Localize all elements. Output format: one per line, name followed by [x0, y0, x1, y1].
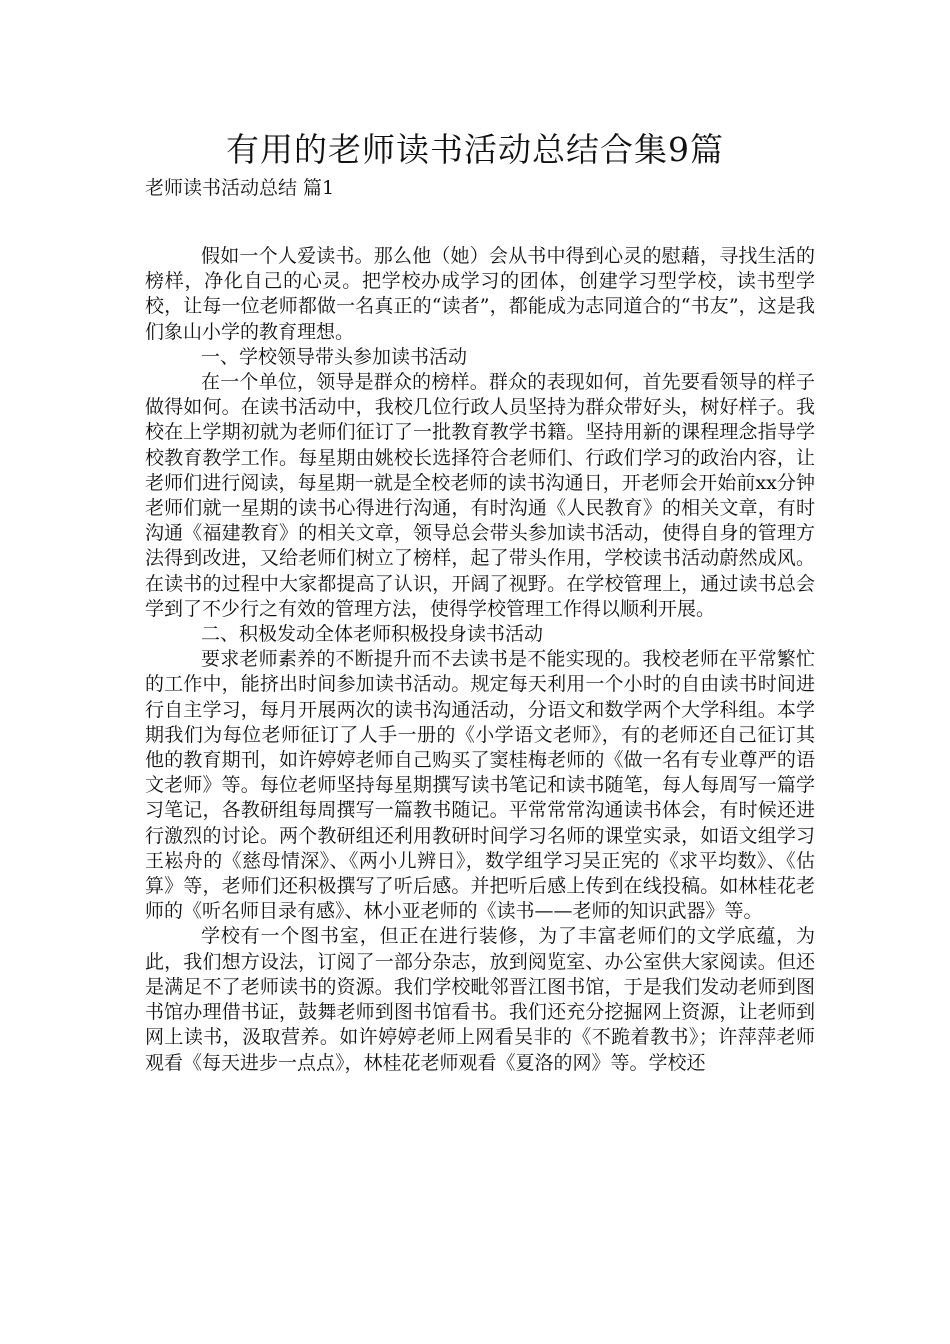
section-heading-2: 二、积极发动全体老师积极投身读书活动 — [201, 623, 544, 646]
document-body — [145, 244, 815, 1076]
paragraph-teachers: 要求老师素养的不断提升而不去读书是不能实现的。我校老师在平常繁忙的工作中，能挤出时间参加读书活动。规定每天利用一个小时的自由读书时间进行自主学习，每月开展两次的读书沟通活动，分语文和数学两个大学科组。本学期我们为每位老师征订了人手一册的《小学语文老师》，有的老师还自己征订其他的教育期刊，如许婷婷老师自己购买了窦桂梅老师的《做一名有专业尊严的语文老师》等。每位老师坚持每星期撰写读书笔记和读书随笔，每人每周写一篇学习笔记，各教研组每周撰写一篇教书随记。平常常常沟通读书体会，有时候还进行激烈的讨论。两个教研组还利用教研时间学习名师的课堂实录，如语文组学习王崧舟的《慈母情深》、《两小儿辨日》，数学组学习吴正宪的《求平均数》、《估算》等，老师们还积极撰写了听后感。并把听后感上传到在线投稿。如林桂花老师的《听名师目录有感》、林小亚老师的《读书——老师的知识武器》等。 — [145, 648, 815, 923]
document-title: 有用的老师读书活动总结合集9篇 — [226, 130, 724, 169]
section-heading-1: 一、学校领导带头参加读书活动 — [201, 345, 468, 368]
section-heading: 老师读书活动总结 篇1 — [145, 177, 335, 199]
paragraph-intro: 假如一个人爱读书。那么他（她）会从书中得到心灵的慰藉，寻找生活的榜样，净化自己的心灵。把学校办成学习的团体，创建学习型学校，读书型学校，让每一位老师都做一名真正的“读者”，都能成为志同道合的“书友”，这是我们象山小学的教育理想。 — [145, 245, 815, 343]
paragraph-leadership: 在一个单位，领导是群众的榜样。群众的表现如何，首先要看领导的样子做得如何。在读书活动中，我校几位行政人员坚持为群众带好头，树好样子。我校在上学期初就为老师们征订了一批教育教学书籍。坚持用新的课程理念指导学校教育教学工作。每星期由姚校长选择符合老师们、行政们学习的政治内容，让老师们进行阅读，每星期一就是全校老师的读书沟通日，开老师会开始前xx分钟老师们就一星期的读书心得进行沟通，有时沟通《人民教育》的相关文章，有时沟通《福建教育》的相关文章，领导总会带头参加读书活动，使得自身的管理方法得到改进，又给老师们树立了榜样，起了带头作用，学校读书活动蔚然成风。在读书的过程中大家都提高了认识，开阔了视野。在学校管理上，通过读书总会学到了不少行之有效的管理方法，使得学校管理工作得以顺利开展。 — [145, 371, 815, 620]
paragraph-library: 学校有一个图书室，但正在进行装修，为了丰富老师们的文学底蕴，为此，我们想方设法，订阅了一部分杂志，放到阅览室、办公室供大家阅读。但还是满足不了老师读书的资源。我们学校毗邻晋江图书馆，于是我们发动老师到图书馆办理借书证，鼓舞老师到图书馆看书。我们还充分挖掘网上资源，让老师到网上读书，汲取营养。如许婷婷老师上网看吴非的《不跪着教书》；许萍萍老师观看《每天进步一点点》，林桂花老师观看《夏洛的网》等。学校还 — [145, 925, 815, 1074]
